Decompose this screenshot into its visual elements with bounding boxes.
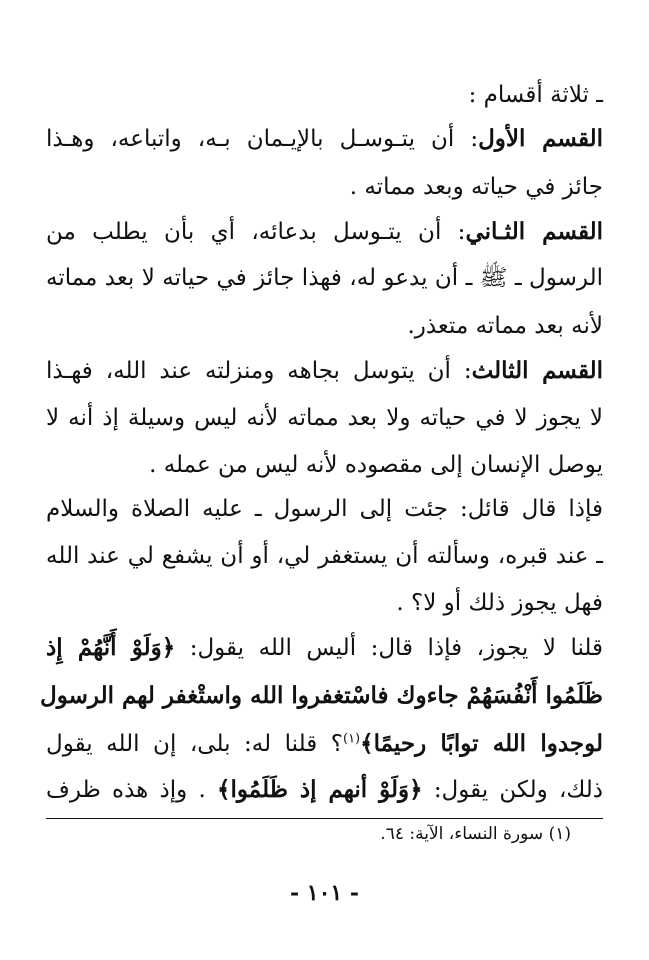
quran-verse-end: لوجدوا الله توابًا رحيمًا﴾ [360,730,603,757]
quran-verse-2: ﴿وَلَوْ أنهم إذ ظَلَمُوا﴾ [217,776,423,803]
section1-line1: القسم الأول: أن يتـوسـل بالإيـمان بـه، واتباعه، وهـذا [46,125,603,152]
para5-line2: ظَلَمُوا أَنْفُسَهُمْ جاءوك فاسْتغفروا الله واستْغفر لهم الرسول [40,682,603,709]
footnote: (١) سورة النساء، الآية: ٦٤. [380,824,571,844]
quran-verse: ﴿وَلَوْ أَنَّهُمْ إِذ [46,634,176,661]
para4-line1: فإذا قال قائل: جئت إلى الرسول ـ عليه الصلاة والسلام [46,496,603,522]
footnote-divider [46,818,603,819]
section3-line2: لا يجوز لا في حياته ولا بعد مماته لأنه ليس وسيلة إذ أنه لا [46,405,603,431]
section2-line3: لأنه بعد مماته متعذر. [407,313,603,339]
section3-line3: يوصل الإنسان إلى مقصوده لأنه ليس من عمله . [149,452,603,478]
section3-line1: القسم الثالث: أن يتوسل بجاهه ومنزلته عند الله، فهـذا [46,357,603,384]
para5-line1: قلنا لا يجوز، فإذا قال: أليس الله يقول: ﴿وَلَوْ أَنَّهُمْ إِذ [46,634,603,661]
page-number: - ١٠١ - [289,880,360,906]
footnote-marker: (١) [342,731,361,747]
section2-label: القسم الثـاني [465,218,603,245]
section2-line1: القسم الثـاني: أن يتـوسل بدعائه، أي بأن يطلب من [46,218,603,245]
section1-line2: جائز في حياته وبعد مماته . [349,174,603,200]
para5-line4: ذلك، ولكن يقول: ﴿وَلَوْ أنهم إذ ظَلَمُوا﴾ . وإذ هذه ظرف [46,776,604,803]
section1-label: القسم الأول [478,125,603,152]
para4-line2: ـ عند قبره، وسألته أن يستغفر لي، أو أن يشفع لي عند الله [46,543,603,569]
para4-line3: فهل يجوز ذلك أو لا؟ . [396,590,603,616]
section2-line2: الرسول ـ ﷺ ـ أن يدعو له، فهذا جائز في حياته لا بعد مماته [46,265,603,291]
para5-line3: لوجدوا الله توابًا رحيمًا﴾$^{(١)}$؟ قلنا له: بلى، إن الله يقول [46,730,603,757]
section-heading: ـ ثلاثة أقسام : [468,82,603,108]
section3-label: القسم الثالث [471,357,603,384]
